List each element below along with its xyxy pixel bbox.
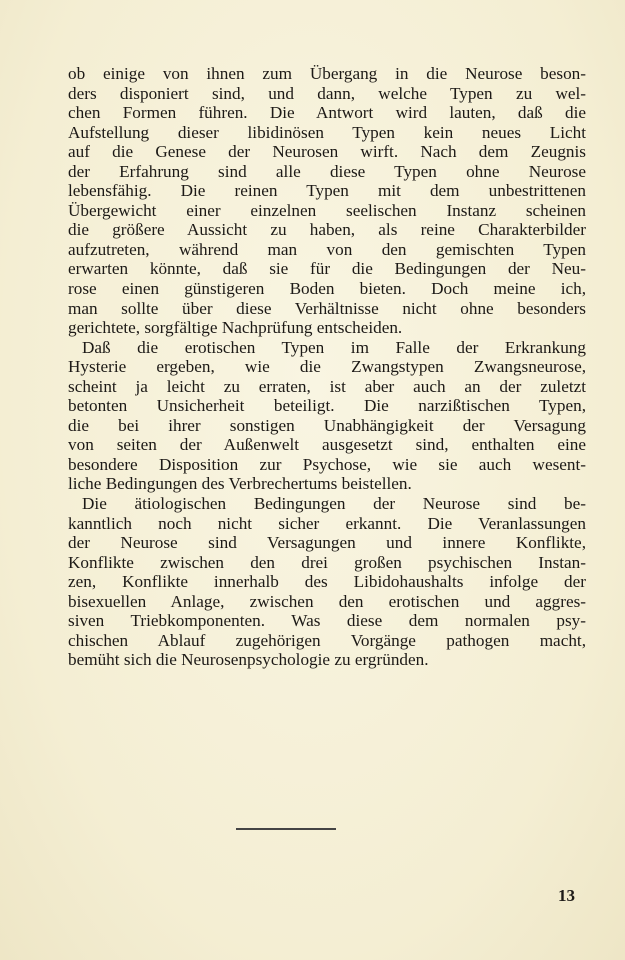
text-line: lebensfähig. Die reinen Typen mit dem unbestrittenen (68, 181, 586, 201)
text-line: besondere Disposition zur Psychose, wie sie auch wesent- (68, 454, 586, 474)
text-line: Übergewicht einer einzelnen seelischen Instanz scheinen (68, 200, 586, 220)
text-line: aufzutreten, während man von den gemischten Typen (68, 239, 586, 259)
text-line: von seiten der Außenwelt ausgesetzt sind, enthalten eine (68, 435, 586, 455)
text-line: gerichtete, sorgfältige Nachprüfung entscheiden. (68, 318, 403, 338)
text-line: kanntlich noch nicht sicher erkannt. Die Veranlassungen (68, 513, 586, 533)
text-line: chen Formen führen. Die Antwort wird lauten, daß die (68, 103, 586, 123)
text-line: Daß die erotischen Typen im Falle der Erkrankung (82, 337, 586, 357)
text-line: die größere Aussicht zu haben, als reine Charakterbilder (68, 220, 586, 240)
text-line: die bei ihrer sonstigen Unabhängigkeit der Versagung (68, 415, 586, 435)
paragraph (68, 338, 586, 494)
text-line: chischen Ablauf zugehörigen Vorgänge pathogen macht, (68, 630, 586, 650)
text-line: zen, Konflikte innerhalb des Libidohaushalts infolge der (68, 572, 586, 592)
text-line: Aufstellung dieser libidinösen Typen kein neues Licht (68, 122, 586, 142)
text-line: ob einige von ihnen zum Übergang in die Neurose beson- (68, 64, 586, 83)
page-number: 13 (558, 886, 575, 905)
text-line: bisexuellen Anlage, zwischen den erotischen und aggres- (68, 591, 586, 611)
text-line: Konflikte zwischen den drei großen psychischen Instan- (68, 552, 586, 572)
paragraph (68, 494, 586, 670)
text-line: Hysterie ergeben, wie die Zwangstypen Zwangsneurose, (68, 357, 586, 377)
text-line: Die ätiologischen Bedingungen der Neurose sind be- (82, 494, 586, 514)
text-line: auf die Genese der Neurosen wirft. Nach dem Zeugnis (68, 142, 586, 162)
paragraph (68, 64, 586, 338)
text-line: erwarten könnte, daß sie für die Bedingungen der Neu- (68, 259, 586, 279)
text-line: liche Bedingungen des Verbrechertums beistellen. (68, 474, 412, 494)
text-line: der Neurose sind Versagungen und innere Konflikte, (68, 533, 586, 553)
text-line: siven Triebkomponenten. Was diese dem normalen psy- (68, 611, 586, 631)
text-line: betonten Unsicherheit beteiligt. Die narzißtischen Typen, (68, 396, 586, 416)
section-end-rule (236, 828, 336, 830)
text-line: der Erfahrung sind alle diese Typen ohne Neurose (68, 161, 586, 181)
text-line: scheint ja leicht zu erraten, ist aber auch an der zuletzt (68, 376, 586, 396)
body-text (68, 64, 586, 670)
text-line: ders disponiert sind, und dann, welche Typen zu wel- (68, 83, 586, 103)
text-line: rose einen günstigeren Boden bieten. Doch meine ich, (68, 279, 586, 299)
text-line: bemüht sich die Neurosenpsychologie zu ergründen. (68, 650, 429, 670)
text-line: man sollte über diese Verhältnisse nicht ohne besonders (68, 298, 586, 318)
